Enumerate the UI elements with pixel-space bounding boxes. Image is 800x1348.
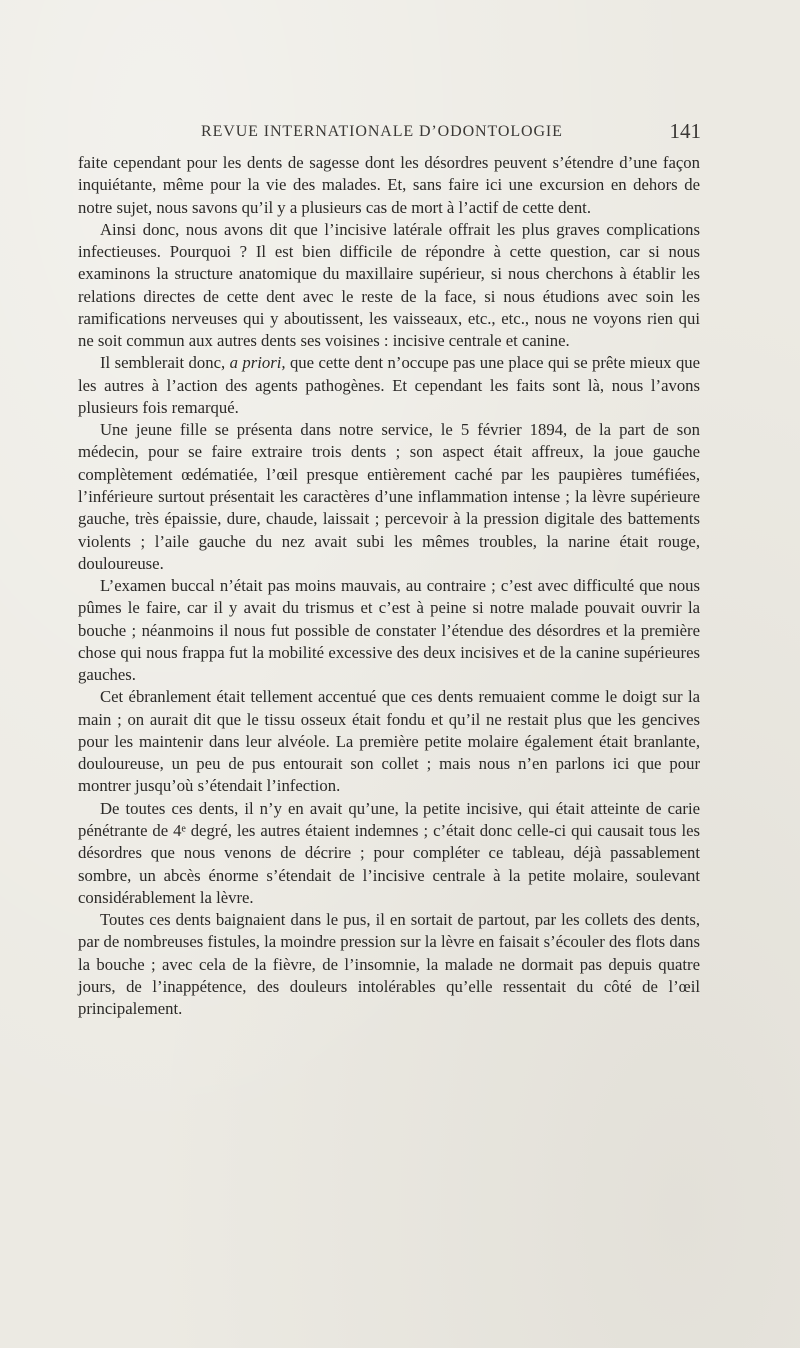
paragraph: faite cependant pour les dents de sagesse dont les désordres peuvent s’étendre d’une façon inquiétante, même pour la vie des malades. Et, sans faire ici une excursion en dehors de notre sujet, nous savons qu’il y a plusieurs cas de mort à l’actif de cette dent. [78,153,700,217]
page-number: 141 [669,119,701,143]
paragraph: Cet ébranlement était tellement accentué que ces dents remuaient comme le doigt sur la main ; on aurait dit que le tissu osseux était fondu et qu’il ne restait plus que les gencives pour les maintenir dans leur alvéole. La première petite molaire également était branlante, douloureuse, un peu de pus entourait son collet ; mais nous n’en parlons ici que pour montrer jusqu’où s’étendait l’infection. [78,687,700,796]
paragraph-text: Il semblerait donc, [100,353,226,373]
running-head: REVUE INTERNATIONALE D’ODONTOLOGIE [201,123,563,140]
paragraph: Ainsi donc, nous avons dit que l’incisive latérale offrait les plus graves complications infectieuses. Pourquoi ? Il est bien difficile de répondre à cette question, car si nous examinons la structure anatomique du maxillaire supérieur, si nous cherchons à établir les relations directes de cette dent avec le reste de la face, si nous étudions avec soin les ramifications nerveuses qui y aboutissent, les vaisseaux, etc., etc., nous ne voyons rien qui ne soit commun aux autres dents ses voisines : incisive centrale et canine. [78,219,700,351]
paragraph-text: que cette dent n’occupe pas une place qui se prête mieux que les autres à l’action des agents pathogènes. Et cependant les faits sont là, nous l’avons plusieurs fois remarqué. [78,353,701,417]
body-text [78,152,700,1020]
paragraph: L’examen buccal n’était pas moins mauvais, au contraire ; c’est avec difficulté que nous pûmes le faire, car il y avait du trismus et c’est à peine si notre malade pouvait ouvrir la bouche ; néanmoins il nous fut possible de constater l’étendue des désordres et la première chose qui nous frappa fut la mobilité excessive des deux incisives et de la canine supérieures gauches. [78,576,700,685]
page-header [201,121,701,145]
paragraph: De toutes ces dents, il n’y en avait qu’une, la petite incisive, qui était atteinte de carie pénétrante de 4ᵉ degré, les autres étaient indemnes ; c’était donc celle-ci qui causait tous les désordres que nous venons de décrire ; pour compléter ce tableau, déjà passablement sombre, un abcès énorme s’étendait de l’incisive centrale à la petite molaire, soulevant considérablement la lèvre. [78,798,700,907]
paragraph [78,352,700,419]
paragraph: Une jeune fille se présenta dans notre service, le 5 février 1894, de la part de son médecin, pour se faire extraire trois dents ; son aspect était affreux, la joue gauche complètement œdématiée, l’œil presque entièrement caché par les paupières tuméfiées, l’inférieure surtout présentait les caractères d’une inflammation intense ; la lèvre supérieure gauche, très épaissie, dure, chaude, laissait ; percevoir à la pression digitale des battements violents ; l’aile gauche du nez avait subi les mêmes troubles, la narine était rouge, douloureuse. [78,420,700,573]
paragraph: Toutes ces dents baignaient dans le pus, il en sortait de partout, par les collets des dents, par de nombreuses fistules, la moindre pression sur la lèvre en faisait s’écouler des flots dans la bouche ; avec cela de la fièvre, de l’insomnie, la malade ne dormait pas depuis quatre jours, de l’inappétence, des douleurs intolérables qu’elle ressentait du côté de l’œil principalement. [78,910,700,1019]
italic-phrase: a priori, [229,353,286,373]
